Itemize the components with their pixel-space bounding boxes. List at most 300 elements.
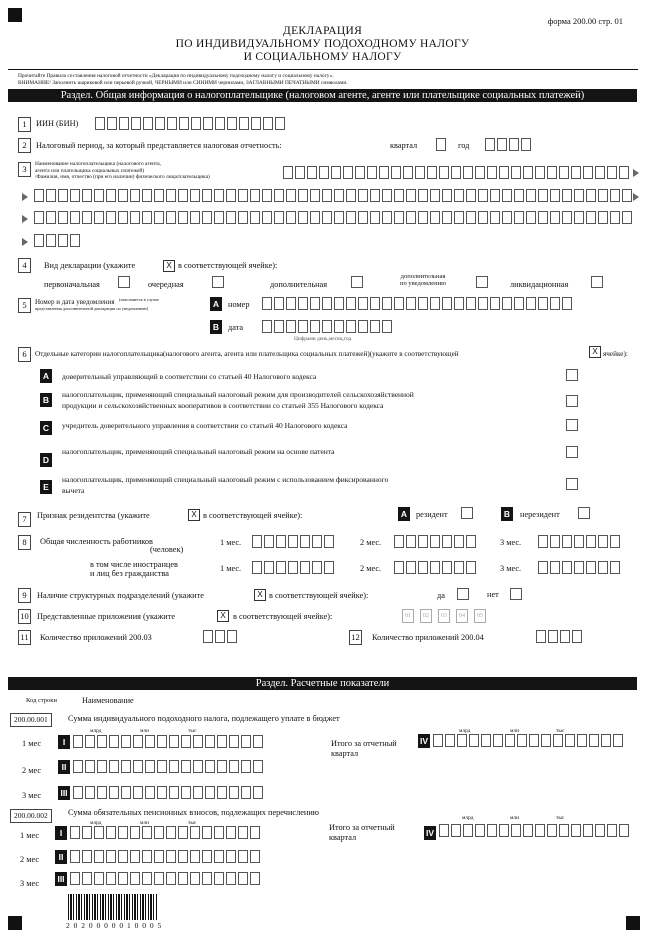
input-cell[interactable] xyxy=(442,189,452,202)
input-cell[interactable] xyxy=(382,189,392,202)
input-cell[interactable] xyxy=(253,786,263,799)
input-cell[interactable] xyxy=(145,786,155,799)
input-cell[interactable] xyxy=(502,211,512,224)
input-cell[interactable] xyxy=(466,535,476,548)
input-cell[interactable] xyxy=(226,826,236,839)
input-cell[interactable] xyxy=(241,760,251,773)
category-a-checkbox[interactable] xyxy=(566,369,578,381)
input-cell[interactable] xyxy=(167,117,177,130)
input-cell[interactable] xyxy=(118,211,128,224)
input-cell[interactable] xyxy=(130,211,140,224)
input-cell[interactable] xyxy=(370,297,380,310)
input-cell[interactable] xyxy=(562,561,572,574)
input-cell[interactable] xyxy=(179,117,189,130)
input-cell[interactable] xyxy=(142,850,152,863)
attachment-02-checkbox[interactable]: 02 xyxy=(420,609,432,623)
input-cell[interactable] xyxy=(517,734,527,747)
input-cell[interactable] xyxy=(70,826,80,839)
input-cell[interactable] xyxy=(521,138,531,151)
input-cell[interactable] xyxy=(238,872,248,885)
input-cell[interactable] xyxy=(286,297,296,310)
taxpayer-name-row-4[interactable] xyxy=(34,234,82,247)
input-cell[interactable] xyxy=(478,211,488,224)
input-cell[interactable] xyxy=(475,824,485,837)
input-cell[interactable] xyxy=(193,786,203,799)
nonresident-checkbox[interactable] xyxy=(578,507,590,519)
input-cell[interactable] xyxy=(109,760,119,773)
input-cell[interactable] xyxy=(310,189,320,202)
input-cell[interactable] xyxy=(610,211,620,224)
input-cell[interactable] xyxy=(283,166,293,179)
input-cell[interactable] xyxy=(181,760,191,773)
input-cell[interactable] xyxy=(475,166,485,179)
input-cell[interactable] xyxy=(241,786,251,799)
input-cell[interactable] xyxy=(70,211,80,224)
input-cell[interactable] xyxy=(190,850,200,863)
input-cell[interactable] xyxy=(94,211,104,224)
input-cell[interactable] xyxy=(485,138,495,151)
opv-month-1-input[interactable] xyxy=(70,826,262,839)
input-cell[interactable] xyxy=(466,561,476,574)
input-cell[interactable] xyxy=(334,189,344,202)
input-cell[interactable] xyxy=(250,872,260,885)
input-cell[interactable] xyxy=(358,320,368,333)
input-cell[interactable] xyxy=(548,630,558,643)
input-cell[interactable] xyxy=(586,211,596,224)
input-cell[interactable] xyxy=(178,850,188,863)
input-cell[interactable] xyxy=(610,561,620,574)
input-cell[interactable] xyxy=(535,166,545,179)
input-cell[interactable] xyxy=(119,117,129,130)
input-cell[interactable] xyxy=(191,117,201,130)
input-cell[interactable] xyxy=(418,535,428,548)
option-liquidation-checkbox[interactable] xyxy=(591,276,603,288)
input-cell[interactable] xyxy=(205,735,215,748)
input-cell[interactable] xyxy=(538,561,548,574)
input-cell[interactable] xyxy=(251,117,261,130)
attachment-03-checkbox[interactable]: 03 xyxy=(438,609,450,623)
input-cell[interactable] xyxy=(382,297,392,310)
input-cell[interactable] xyxy=(178,211,188,224)
input-cell[interactable] xyxy=(559,166,569,179)
input-cell[interactable] xyxy=(595,824,605,837)
input-cell[interactable] xyxy=(382,320,392,333)
input-cell[interactable] xyxy=(598,211,608,224)
input-cell[interactable] xyxy=(238,189,248,202)
input-cell[interactable] xyxy=(310,297,320,310)
input-cell[interactable] xyxy=(190,189,200,202)
input-cell[interactable] xyxy=(322,320,332,333)
input-cell[interactable] xyxy=(253,735,263,748)
opv-quarter-total-input[interactable] xyxy=(439,824,631,837)
input-cell[interactable] xyxy=(166,826,176,839)
input-cell[interactable] xyxy=(229,735,239,748)
input-cell[interactable] xyxy=(379,166,389,179)
input-cell[interactable] xyxy=(511,166,521,179)
input-cell[interactable] xyxy=(310,211,320,224)
input-cell[interactable] xyxy=(217,760,227,773)
input-cell[interactable] xyxy=(439,166,449,179)
input-cell[interactable] xyxy=(70,872,80,885)
input-cell[interactable] xyxy=(118,872,128,885)
input-cell[interactable] xyxy=(430,297,440,310)
input-cell[interactable] xyxy=(94,872,104,885)
input-cell[interactable] xyxy=(250,850,260,863)
input-cell[interactable] xyxy=(118,826,128,839)
input-cell[interactable] xyxy=(415,166,425,179)
input-cell[interactable] xyxy=(466,297,476,310)
input-cell[interactable] xyxy=(619,824,629,837)
input-cell[interactable] xyxy=(288,561,298,574)
input-cell[interactable] xyxy=(487,824,497,837)
input-cell[interactable] xyxy=(610,189,620,202)
input-cell[interactable] xyxy=(239,117,249,130)
foreign-m2-input[interactable] xyxy=(394,561,478,574)
input-cell[interactable] xyxy=(252,535,262,548)
input-cell[interactable] xyxy=(490,211,500,224)
input-cell[interactable] xyxy=(143,117,153,130)
input-cell[interactable] xyxy=(418,189,428,202)
input-cell[interactable] xyxy=(97,760,107,773)
input-cell[interactable] xyxy=(227,630,237,643)
attachment-01-checkbox[interactable]: 01 xyxy=(402,609,414,623)
input-cell[interactable] xyxy=(226,211,236,224)
input-cell[interactable] xyxy=(454,561,464,574)
input-cell[interactable] xyxy=(430,189,440,202)
input-cell[interactable] xyxy=(394,211,404,224)
input-cell[interactable] xyxy=(445,734,455,747)
input-cell[interactable] xyxy=(46,189,56,202)
input-cell[interactable] xyxy=(574,189,584,202)
input-cell[interactable] xyxy=(514,189,524,202)
input-cell[interactable] xyxy=(334,320,344,333)
input-cell[interactable] xyxy=(118,189,128,202)
input-cell[interactable] xyxy=(358,189,368,202)
input-cell[interactable] xyxy=(58,189,68,202)
input-cell[interactable] xyxy=(166,189,176,202)
input-cell[interactable] xyxy=(550,297,560,310)
category-b-checkbox[interactable] xyxy=(566,395,578,407)
input-cell[interactable] xyxy=(550,561,560,574)
input-cell[interactable] xyxy=(370,189,380,202)
input-cell[interactable] xyxy=(481,734,491,747)
input-cell[interactable] xyxy=(97,786,107,799)
input-cell[interactable] xyxy=(250,189,260,202)
input-cell[interactable] xyxy=(565,734,575,747)
input-cell[interactable] xyxy=(490,297,500,310)
input-cell[interactable] xyxy=(181,786,191,799)
input-cell[interactable] xyxy=(262,211,272,224)
input-cell[interactable] xyxy=(154,826,164,839)
input-cell[interactable] xyxy=(493,734,503,747)
input-cell[interactable] xyxy=(70,850,80,863)
input-cell[interactable] xyxy=(142,189,152,202)
input-cell[interactable] xyxy=(166,850,176,863)
input-cell[interactable] xyxy=(94,850,104,863)
input-cell[interactable] xyxy=(322,189,332,202)
input-cell[interactable] xyxy=(536,630,546,643)
input-cell[interactable] xyxy=(451,824,461,837)
input-cell[interactable] xyxy=(130,850,140,863)
input-cell[interactable] xyxy=(226,189,236,202)
input-cell[interactable] xyxy=(312,535,322,548)
input-cell[interactable] xyxy=(252,561,262,574)
input-cell[interactable] xyxy=(454,297,464,310)
input-cell[interactable] xyxy=(169,735,179,748)
input-cell[interactable] xyxy=(442,535,452,548)
input-cell[interactable] xyxy=(274,211,284,224)
input-cell[interactable] xyxy=(619,166,629,179)
input-cell[interactable] xyxy=(346,297,356,310)
input-cell[interactable] xyxy=(478,297,488,310)
input-cell[interactable] xyxy=(324,535,334,548)
input-cell[interactable] xyxy=(529,734,539,747)
input-cell[interactable] xyxy=(562,189,572,202)
input-cell[interactable] xyxy=(276,535,286,548)
foreign-m3-input[interactable] xyxy=(538,561,622,574)
input-cell[interactable] xyxy=(442,297,452,310)
input-cell[interactable] xyxy=(553,734,563,747)
input-cell[interactable] xyxy=(382,211,392,224)
input-cell[interactable] xyxy=(274,297,284,310)
input-cell[interactable] xyxy=(250,211,260,224)
input-cell[interactable] xyxy=(264,535,274,548)
input-cell[interactable] xyxy=(202,872,212,885)
input-cell[interactable] xyxy=(121,786,131,799)
input-cell[interactable] xyxy=(355,166,365,179)
input-cell[interactable] xyxy=(202,189,212,202)
input-cell[interactable] xyxy=(598,535,608,548)
input-cell[interactable] xyxy=(406,297,416,310)
subdivisions-no-checkbox[interactable] xyxy=(510,588,522,600)
input-cell[interactable] xyxy=(250,826,260,839)
input-cell[interactable] xyxy=(370,320,380,333)
input-cell[interactable] xyxy=(454,211,464,224)
input-cell[interactable] xyxy=(454,189,464,202)
input-cell[interactable] xyxy=(215,630,225,643)
input-cell[interactable] xyxy=(497,138,507,151)
input-cell[interactable] xyxy=(550,189,560,202)
input-cell[interactable] xyxy=(226,850,236,863)
input-cell[interactable] xyxy=(94,826,104,839)
input-cell[interactable] xyxy=(451,166,461,179)
input-cell[interactable] xyxy=(418,297,428,310)
input-cell[interactable] xyxy=(85,760,95,773)
input-cell[interactable] xyxy=(193,735,203,748)
notice-number-input[interactable] xyxy=(262,297,574,310)
input-cell[interactable] xyxy=(358,211,368,224)
input-cell[interactable] xyxy=(166,211,176,224)
input-cell[interactable] xyxy=(430,561,440,574)
input-cell[interactable] xyxy=(109,786,119,799)
input-cell[interactable] xyxy=(560,630,570,643)
input-cell[interactable] xyxy=(94,189,104,202)
input-cell[interactable] xyxy=(300,535,310,548)
input-cell[interactable] xyxy=(370,211,380,224)
input-cell[interactable] xyxy=(324,561,334,574)
input-cell[interactable] xyxy=(193,760,203,773)
input-cell[interactable] xyxy=(586,189,596,202)
input-cell[interactable] xyxy=(463,824,473,837)
input-cell[interactable] xyxy=(574,561,584,574)
employees-m2-input[interactable] xyxy=(394,535,478,548)
input-cell[interactable] xyxy=(145,760,155,773)
input-cell[interactable] xyxy=(190,826,200,839)
input-cell[interactable] xyxy=(229,786,239,799)
input-cell[interactable] xyxy=(526,297,536,310)
input-cell[interactable] xyxy=(130,189,140,202)
input-cell[interactable] xyxy=(514,297,524,310)
category-c-checkbox[interactable] xyxy=(566,419,578,431)
input-cell[interactable] xyxy=(562,211,572,224)
input-cell[interactable] xyxy=(298,320,308,333)
input-cell[interactable] xyxy=(82,211,92,224)
input-cell[interactable] xyxy=(622,189,632,202)
ipn-month-3-input[interactable] xyxy=(73,786,265,799)
input-cell[interactable] xyxy=(70,234,80,247)
input-cell[interactable] xyxy=(190,211,200,224)
input-cell[interactable] xyxy=(118,850,128,863)
category-d-checkbox[interactable] xyxy=(566,446,578,458)
input-cell[interactable] xyxy=(442,561,452,574)
employees-m1-input[interactable] xyxy=(252,535,336,548)
year-input[interactable] xyxy=(485,138,533,151)
input-cell[interactable] xyxy=(490,189,500,202)
input-cell[interactable] xyxy=(106,850,116,863)
input-cell[interactable] xyxy=(454,535,464,548)
input-cell[interactable] xyxy=(142,872,152,885)
input-cell[interactable] xyxy=(214,189,224,202)
input-cell[interactable] xyxy=(58,234,68,247)
input-cell[interactable] xyxy=(598,189,608,202)
input-cell[interactable] xyxy=(562,297,572,310)
input-cell[interactable] xyxy=(70,189,80,202)
input-cell[interactable] xyxy=(288,535,298,548)
input-cell[interactable] xyxy=(394,189,404,202)
input-cell[interactable] xyxy=(487,166,497,179)
resident-checkbox[interactable] xyxy=(461,507,473,519)
input-cell[interactable] xyxy=(238,850,248,863)
input-cell[interactable] xyxy=(130,872,140,885)
input-cell[interactable] xyxy=(469,734,479,747)
input-cell[interactable] xyxy=(334,297,344,310)
input-cell[interactable] xyxy=(286,189,296,202)
input-cell[interactable] xyxy=(310,320,320,333)
input-cell[interactable] xyxy=(394,561,404,574)
input-cell[interactable] xyxy=(263,117,273,130)
input-cell[interactable] xyxy=(583,824,593,837)
input-cell[interactable] xyxy=(514,211,524,224)
input-cell[interactable] xyxy=(214,826,224,839)
input-cell[interactable] xyxy=(502,189,512,202)
input-cell[interactable] xyxy=(406,211,416,224)
input-cell[interactable] xyxy=(34,211,44,224)
input-cell[interactable] xyxy=(202,826,212,839)
input-cell[interactable] xyxy=(264,561,274,574)
option-primary-checkbox[interactable] xyxy=(118,276,130,288)
input-cell[interactable] xyxy=(286,320,296,333)
input-cell[interactable] xyxy=(574,535,584,548)
input-cell[interactable] xyxy=(598,561,608,574)
input-cell[interactable] xyxy=(583,166,593,179)
input-cell[interactable] xyxy=(334,211,344,224)
input-cell[interactable] xyxy=(82,850,92,863)
input-cell[interactable] xyxy=(169,786,179,799)
input-cell[interactable] xyxy=(607,824,617,837)
taxpayer-name-row-3[interactable] xyxy=(34,211,634,224)
input-cell[interactable] xyxy=(457,734,467,747)
input-cell[interactable] xyxy=(394,535,404,548)
input-cell[interactable] xyxy=(214,872,224,885)
input-cell[interactable] xyxy=(205,786,215,799)
input-cell[interactable] xyxy=(97,735,107,748)
input-cell[interactable] xyxy=(613,734,623,747)
input-cell[interactable] xyxy=(418,561,428,574)
attachment-05-checkbox[interactable]: 05 xyxy=(474,609,486,623)
input-cell[interactable] xyxy=(509,138,519,151)
input-cell[interactable] xyxy=(322,211,332,224)
input-cell[interactable] xyxy=(73,760,83,773)
input-cell[interactable] xyxy=(427,166,437,179)
input-cell[interactable] xyxy=(226,872,236,885)
option-additional-checkbox[interactable] xyxy=(351,276,363,288)
input-cell[interactable] xyxy=(547,166,557,179)
input-cell[interactable] xyxy=(46,211,56,224)
input-cell[interactable] xyxy=(157,735,167,748)
input-cell[interactable] xyxy=(142,211,152,224)
input-cell[interactable] xyxy=(523,166,533,179)
input-cell[interactable] xyxy=(133,735,143,748)
input-cell[interactable] xyxy=(166,872,176,885)
taxpayer-name-row-1[interactable] xyxy=(283,166,631,179)
input-cell[interactable] xyxy=(562,535,572,548)
input-cell[interactable] xyxy=(547,824,557,837)
attachment-04-checkbox[interactable]: 04 xyxy=(456,609,468,623)
input-cell[interactable] xyxy=(82,189,92,202)
input-cell[interactable] xyxy=(466,189,476,202)
input-cell[interactable] xyxy=(262,297,272,310)
input-cell[interactable] xyxy=(85,735,95,748)
input-cell[interactable] xyxy=(229,760,239,773)
ipn-quarter-total-input[interactable] xyxy=(433,734,625,747)
input-cell[interactable] xyxy=(276,561,286,574)
input-cell[interactable] xyxy=(478,189,488,202)
input-cell[interactable] xyxy=(511,824,521,837)
ipn-month-2-input[interactable] xyxy=(73,760,265,773)
opv-month-2-input[interactable] xyxy=(70,850,262,863)
input-cell[interactable] xyxy=(394,297,404,310)
input-cell[interactable] xyxy=(577,734,587,747)
input-cell[interactable] xyxy=(403,166,413,179)
input-cell[interactable] xyxy=(217,735,227,748)
input-cell[interactable] xyxy=(463,166,473,179)
input-cell[interactable] xyxy=(262,189,272,202)
subdivisions-yes-checkbox[interactable] xyxy=(457,588,469,600)
input-cell[interactable] xyxy=(499,824,509,837)
input-cell[interactable] xyxy=(238,826,248,839)
input-cell[interactable] xyxy=(46,234,56,247)
input-cell[interactable] xyxy=(181,735,191,748)
input-cell[interactable] xyxy=(300,561,310,574)
input-cell[interactable] xyxy=(550,535,560,548)
input-cell[interactable] xyxy=(295,166,305,179)
input-cell[interactable] xyxy=(601,734,611,747)
input-cell[interactable] xyxy=(346,320,356,333)
input-cell[interactable] xyxy=(202,850,212,863)
input-cell[interactable] xyxy=(145,735,155,748)
input-cell[interactable] xyxy=(142,826,152,839)
input-cell[interactable] xyxy=(154,189,164,202)
